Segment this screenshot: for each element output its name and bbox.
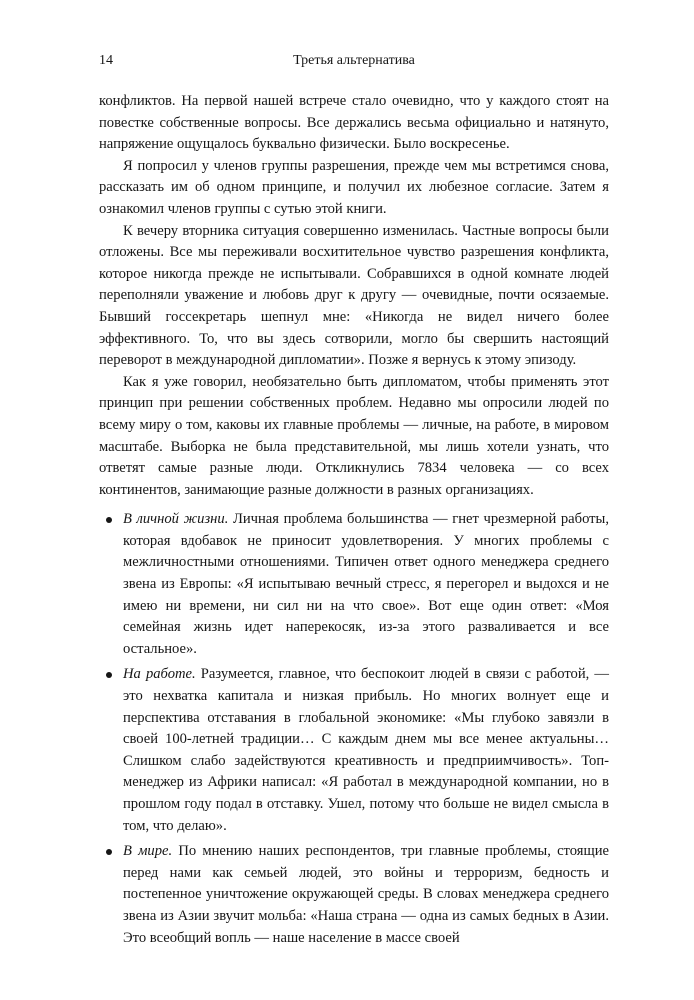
paragraph: К вечеру вторника ситуация совершенно изменилась. Частные вопросы были отложены. Все мы переживали восхитительное чувство разрешения конфликта, которое никогда прежде не испытывали. Собравшихся в одной комнате людей переполняли уважение и любовь друг к другу — очевидные, почти осязаемые. Бывший госсекретарь шепнул мне: «Никогда не видел ничего более эффективного. То, что вы здесь сотворили, могло бы свершить настоящий переворот в международной дипломатии». Позже я вернусь к этому эпизоду. <box>99 222 609 369</box>
bullet-text: По мнению наших респондентов, три главные проблемы, стоящие перед нами как семьей людей, это войны и терроризм, бедность и постепенное уничтожение окружающей среды. В словах менеджера среднего звена из Азии звучит мольба: «Наша страна — одна из самых бедных в Азии. Это всеобщий вопль — наше население в массе своей <box>123 843 609 946</box>
bullet-item-world <box>123 841 609 949</box>
page-header <box>99 53 609 73</box>
bullet-lead: В мире. <box>123 843 173 860</box>
bullet-lead: На работе. <box>123 666 196 683</box>
bullet-text: Личная проблема большинства — гнет чрезмерной работы, которая вдобавок не приносит удовлетворения. У многих проблемы с межличностными отношениями. Типичен ответ одного менеджера среднего звена из Европы: «Я испытываю вечный стресс, я перегорел и выдохся и не имею ни времени, ни сил ни на что свое». Вот еще один ответ: «Моя семейная жизнь идет наперекосяк, из-за этого разваливается и все остальное». <box>123 511 610 657</box>
bullet-icon <box>106 849 112 855</box>
page-number: 14 <box>99 53 113 68</box>
bullet-item-work <box>123 664 609 837</box>
bullet-icon <box>106 672 112 678</box>
bullet-item-personal-life <box>123 509 609 660</box>
body-text <box>99 91 609 953</box>
paragraph: Как я уже говорил, необязательно быть дипломатом, чтобы применять этот принцип при решении собственных проблем. Недавно мы опросили людей по всему миру о том, каковы их главные проблемы — личные, на работе, в мировом масштабе. Выборка не была представительной, мы лишь хотели узнать, что ответят самые разные люди. Откликнулись 7834 человека — со всех континентов, занимающие разные должности в разных организациях. <box>99 373 609 498</box>
running-title: Третья альтернатива <box>293 53 415 68</box>
bullet-text: Разумеется, главное, что беспокоит людей в связи с работой, — это нехватка капитала и низкая прибыль. Но многих волнует еще и перспектива отставания в глобальной экономике: «Мы глубоко завязли в своей 100-летней традиции… С каждым днем мы все менее актуальны… Слишком слабо задействуются креативность и предприимчивость». Топ-менеджер из Африки написал: «Я работал в международной компании, но в прошлом году подал в отставку. Ушел, потому что больше не видел смысла в том, что делаю». <box>123 666 609 834</box>
bullet-lead: В личной жизни. <box>123 511 229 528</box>
bullet-list <box>99 509 609 949</box>
bullet-icon <box>106 517 112 523</box>
paragraph-continued: конфликтов. На первой нашей встрече стало очевидно, что у каждого стоят на повестке собственные вопросы. Все держались весьма официально и натянуто, напряжение ощущалось буквально физически. Было воскресенье. <box>99 93 609 153</box>
paragraph: Я попросил у членов группы разрешения, прежде чем мы встретимся снова, рассказать им об одном принципе, и получил их любезное согласие. Затем я ознакомил членов группы с сутью этой книги. <box>99 157 609 217</box>
